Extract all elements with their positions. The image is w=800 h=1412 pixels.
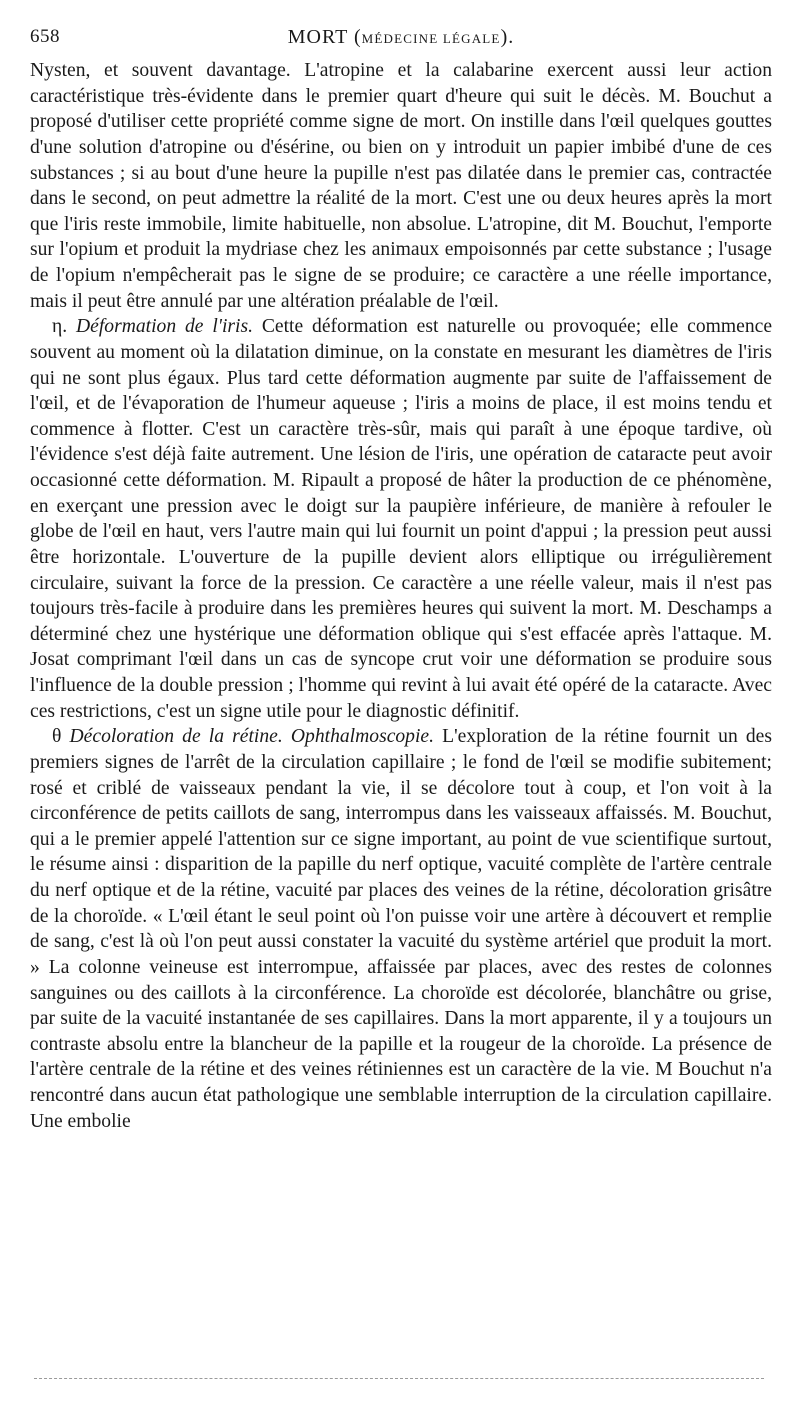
running-title (30, 26, 772, 49)
section-marker-eta: η. (52, 316, 76, 338)
section-marker-theta: θ (52, 726, 70, 748)
section-heading-retina: Décoloration de la rétine. Ophthalmoscopie. (69, 726, 435, 748)
running-title-main: MORT ( (287, 26, 362, 48)
body-text (30, 58, 772, 1134)
paragraph-retina-body: L'exploration de la rétine fournit un des premiers signes de l'arrêt de la circulation capillaire ; le fond de l'œil se modifie subitement; rosé et criblé de vaisseaux pendant la vie, il se décolore tout à coup, et l'on voit à la circonférence de petits caillots de sang, interrompus dans les vaisseaux affaissés. M. Bouchut, qui a le premier appelé l'attention sur ce signe important, au point de vue scientifique surtout, le résume ainsi : disparition de la papille du nerf optique, vacuité complète de l'artère centrale du nerf optique et de la rétine, vacuité par places des veines de la rétine, décoloration grisâtre de la choroïde. « L'œil étant le seul point où l'on puisse voir une artère à découvert et remplie de sang, c'est là où l'on peut aussi constater la vacuité du système artériel que produit la mort. » La colonne veineuse est interrompue, affaissée par places, avec des restes de colonnes sanguines ou des caillots à la circonférence. La choroïde est décolorée, blanchâtre ou grise, par suite de la vacuité instantanée de ses capillaires. Dans la mort apparente, il y a toujours un contraste absolu entre la blancheur de la papille et la rougeur de la choroïde. La présence de l'artère centrale de la rétine et des veines rétiniennes est un caractère de la vie. M Bouchut n'a rencontré dans aucun état pathologique une semblable interruption de la circulation capillaire. Une embolie (30, 726, 772, 1132)
running-title-close: ). (500, 26, 515, 48)
page-number: 658 (30, 26, 60, 47)
footer-rule (34, 1378, 764, 1379)
paragraph-iris-deformation (30, 314, 772, 724)
running-title-small-caps: MÉDECINE LÉGALE (361, 31, 501, 46)
paragraph-iris-body: Cette déformation est naturelle ou provoquée; elle commence souvent au moment où la dilatation diminue, on la constate en mesurant les diamètres de l'iris qui ne sont plus égaux. Plus tard cette déformation augmente par suite de l'affaissement de l'œil, et de l'évaporation de l'humeur aqueuse ; l'iris a moins de place, il est moins tendu et commence à flotter. C'est un caractère très-sûr, mais qui paraît à une époque tardive, où l'évidence s'est déjà faite autrement. Une lésion de l'iris, une opération de cataracte peut avoir occasionné cette déformation. M. Ripault a proposé de hâter la production de ce phénomène, en exerçant une pression avec le doigt sur la paupière inférieure, de manière à refouler le globe de l'œil en haut, vers l'autre main qui lui fournit un point d'appui ; la pression peut aussi être horizontale. L'ouverture de la pupille devient alors elliptique ou irrégulièrement circulaire, suivant la force de la pression. Ce caractère a une réelle valeur, mais il n'est pas toujours très-facile à produire dans les premières heures qui suivent la mort. M. Deschamps a déterminé chez une hystérique une déformation oblique qui s'est effacée après l'attaque. M. Josat comprimant l'œil dans un cas de syncope crut voir une déformation se produire sous l'influence de la double pression ; l'homme qui revint à lui avait été opéré de la cataracte. Avec ces restrictions, c'est un signe utile pour le diagnostic définitif. (30, 316, 773, 722)
section-heading-iris: Déformation de l'iris. (76, 316, 253, 338)
paragraph-atropine: Nysten, et souvent davantage. L'atropine et la calabarine exercent aussi leur action caractéristique très-évidente dans le premier quart d'heure qui suit le décès. M. Bouchut a proposé d'utiliser cette propriété comme signe de mort. On instille dans l'œil quelques gouttes d'une solution d'atropine ou d'ésérine, ou bien on y introduit un papier imbibé d'une de ces substances ; si au bout d'une heure la pupille n'est pas dilatée dans le premier cas, contractée dans le second, on peut admettre la réalité de la mort. C'est une ou deux heures après la mort que l'iris reste immobile, limite habituelle, non absolue. L'atropine, dit M. Bouchut, l'emporte sur l'opium et produit la mydriase chez les animaux empoisonnés par cette substance ; l'usage de l'opium n'empêcherait pas le signe de se produire; ce caractère a une réelle importance, mais il peut être annulé par une altération préalable de l'œil. (30, 60, 772, 312)
book-page (30, 22, 772, 1134)
page-header (30, 22, 772, 56)
paragraph-retina-decoloration (30, 724, 772, 1134)
